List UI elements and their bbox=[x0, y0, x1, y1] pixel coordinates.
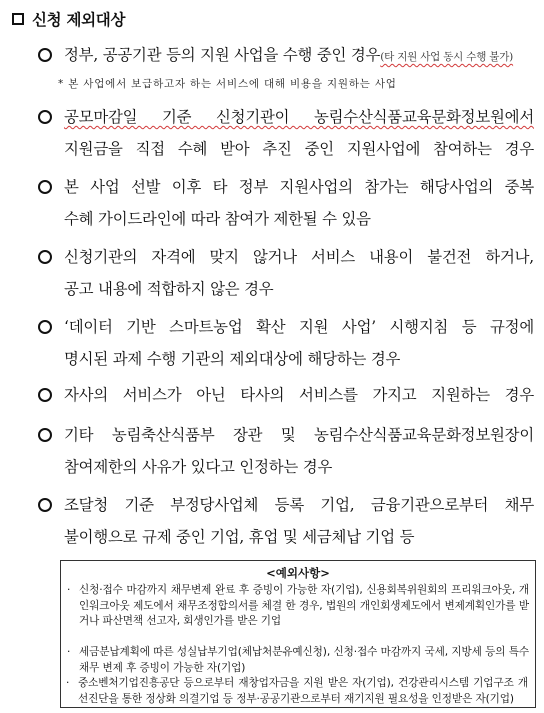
item-line: 자사의 서비스가 아닌 타사의 서비스를 가지고 지원하는 경우 bbox=[64, 386, 534, 404]
checkbox-square-icon bbox=[12, 13, 24, 25]
circle-bullet-icon bbox=[38, 388, 52, 402]
item-text: 정부, 공공기관 등의 지원 사업을 수행 중인 경우 bbox=[64, 46, 381, 64]
circle-bullet-icon bbox=[38, 498, 52, 512]
item-line bbox=[64, 44, 513, 68]
item-line: 신청기관의 자격에 맞지 않거나 서비스 내용이 불건전 하거나, bbox=[64, 248, 534, 266]
item-line: ‘데이터 기반 스마트농업 확산 지원 사업’ 시행지침 등 규정에 bbox=[64, 318, 534, 336]
item-line: 불이행으로 규제 중인 기업, 휴업 및 세금체납 기업 등 bbox=[64, 528, 415, 546]
circle-bullet-icon bbox=[38, 110, 52, 124]
exceptions-title: <예외사항> bbox=[266, 566, 330, 580]
item-line: 참여제한의 사유가 있다고 인정하는 경우 bbox=[64, 458, 333, 476]
exception-entry: · 신청·접수 마감까지 채무변제 완료 후 증빙이 가능한 자(기업), 신용회복위원회의 프리워크아웃, 개인워크아웃 제도에서 채무조정합의서를 체결 한 경우, 법원의 개인회생제도에서 변제계획인가를 받거나 파산면책 선고자, 회생인가를 받은 기업 bbox=[67, 584, 529, 627]
circle-bullet-icon bbox=[38, 180, 52, 194]
exception-entry: · 중소벤처기업진흥공단 등으로부터 재창업자금을 지원 받은 자(기업), 건강관리시스템 기업구조 개선진단을 통한 정상화 의결기업 등 정부·공공기관으로부터 재기지원 필요성을 인정받은 자(기업) bbox=[66, 677, 528, 705]
item-line: 명시된 과제 수행 기관의 제외대상에 해당하는 경우 bbox=[64, 350, 401, 368]
circle-bullet-icon bbox=[38, 428, 52, 442]
circle-bullet-icon bbox=[38, 320, 52, 334]
item-line: 공고 내용에 적합하지 않은 경우 bbox=[64, 280, 274, 298]
item-parenthetical: (타 지원 사업 동시 수행 불가) bbox=[380, 51, 514, 63]
item-line: 기타 농림축산식품부 장관 및 농림수산식품교육문화정보원장이 bbox=[64, 426, 534, 444]
item-line: 수혜 가이드라인에 따라 참여가 제한될 수 있음 bbox=[64, 210, 371, 228]
item-line: 본 사업 선발 이후 타 정부 지원사업의 참가는 해당사업의 중복 bbox=[64, 178, 534, 196]
exception-entry: · 세금분납계획에 따른 성실납부기업(체납처분유예신청), 신청·접수 마감까지 국세, 지방세 등의 특수채무 변제 후 증빙이 가능한 자(기업) bbox=[67, 646, 529, 674]
circle-bullet-icon bbox=[38, 48, 52, 62]
item-line: 지원금을 직접 수혜 받아 추진 중인 지원사업에 참여하는 경우 bbox=[64, 140, 534, 158]
item-line: 공모마감일 기준 신청기관이 농림수산식품교육문화정보원에서 bbox=[64, 108, 534, 126]
section-heading bbox=[12, 8, 125, 30]
circle-bullet-icon bbox=[38, 250, 52, 264]
section-title: 신청 제외대상 bbox=[32, 11, 126, 29]
footnote: * 본 사업에서 보급하고자 하는 서비스에 대해 비용을 지원하는 사업 bbox=[58, 78, 397, 90]
item-line: 조달청 기준 부정당사업체 등록 기업, 금융기관으로부터 채무 bbox=[64, 496, 534, 514]
